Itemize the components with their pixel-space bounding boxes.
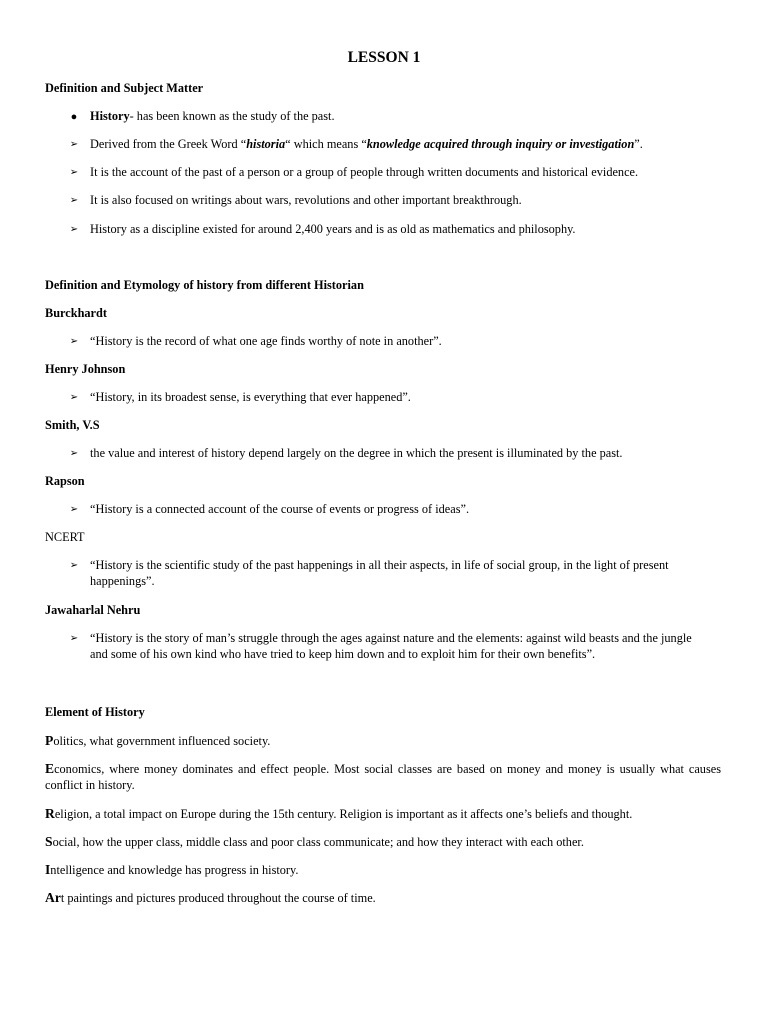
element-initial: Ar	[45, 890, 61, 905]
element-text: ocial, how the upper class, middle class and poor class communicate; and how they interact with each other.	[52, 835, 584, 849]
section-heading-definition: Definition and Subject Matter	[45, 81, 204, 95]
element-intelligence	[45, 862, 721, 878]
element-politics	[45, 733, 721, 749]
element-initial: I	[45, 862, 51, 877]
element-social	[45, 834, 721, 850]
historian-name: Burckhardt	[45, 306, 107, 320]
list-item-history	[90, 108, 335, 124]
element-text: t paintings and pictures produced throughout the course of time.	[60, 891, 376, 905]
historian-quote: “History, in its broadest sense, is everything that ever happened”.	[90, 390, 411, 404]
greek-origin-end: ”.	[634, 137, 643, 151]
arrow-bullet-icon: ➢	[69, 392, 79, 403]
arrow-bullet-icon: ➢	[69, 167, 79, 178]
element-economics	[45, 761, 721, 793]
historian-name: Rapson	[45, 474, 85, 488]
historian-quote: “History is the scientific study of the past happenings in all their aspects, in life of social group, in the light of present happenings”.	[90, 558, 669, 588]
element-text: ntelligence and knowledge has progress in history.	[50, 863, 299, 877]
historian-name: Henry Johnson	[45, 362, 126, 376]
list-item-account: It is the account of the past of a person or a group of people through written documents and historical evidence.	[90, 165, 639, 179]
list-item-discipline: History as a discipline existed for around 2,400 years and is as old as mathematics and philosophy.	[90, 222, 576, 236]
element-text: olitics, what government influenced society.	[53, 734, 271, 748]
section-heading-etymology: Definition and Etymology of history from different Historian	[45, 278, 364, 292]
element-initial: P	[45, 733, 54, 748]
greek-word: historia	[246, 137, 286, 151]
list-item-greek-origin	[90, 136, 643, 152]
arrow-bullet-icon: ➢	[69, 139, 79, 150]
element-text: conomics, where money dominates and effect people. Most social classes are based on money and money is usually what causes conflict in history.	[45, 762, 721, 792]
element-initial: S	[45, 834, 53, 849]
element-initial: R	[45, 806, 55, 821]
element-initial: E	[45, 761, 55, 776]
lesson-title: LESSON 1	[347, 49, 421, 66]
historian-quote: “History is the record of what one age finds worthy of note in another”.	[90, 334, 442, 348]
historian-quote: “History is a connected account of the course of events or progress of ideas”.	[90, 502, 470, 516]
arrow-bullet-icon: ➢	[69, 633, 79, 644]
element-text: eligion, a total impact on Europe during the 15th century. Religion is important as it affects one’s beliefs and thought.	[54, 807, 633, 821]
list-item-wars: It is also focused on writings about wars, revolutions and other important breakthrough.	[90, 193, 522, 207]
greek-origin-prefix: Derived from the Greek Word “	[90, 137, 247, 151]
history-term: History	[90, 109, 130, 123]
arrow-bullet-icon: ➢	[69, 504, 79, 515]
history-definition: - has been known as the study of the past.	[129, 109, 335, 123]
historian-quote: “History is the story of man’s struggle through the ages against nature and the elements: against wild beasts and the jungle and some of his own kind who have tried to keep him down and to exploit him for their own benefits”.	[90, 631, 692, 661]
historian-name: Smith, V.S	[45, 418, 100, 432]
element-art	[45, 890, 721, 906]
element-religion	[45, 806, 721, 822]
bullet-dot-icon: ●	[70, 111, 78, 123]
arrow-bullet-icon: ➢	[69, 448, 79, 459]
greek-word-meaning: knowledge acquired through inquiry or investigation	[366, 137, 635, 151]
arrow-bullet-icon: ➢	[69, 336, 79, 347]
arrow-bullet-icon: ➢	[69, 560, 79, 571]
arrow-bullet-icon: ➢	[69, 224, 79, 235]
greek-origin-middle: “ which means “	[285, 137, 367, 151]
historian-name: Jawaharlal Nehru	[45, 603, 141, 617]
section-heading-elements: Element of History	[45, 705, 145, 719]
arrow-bullet-icon: ➢	[69, 195, 79, 206]
historian-quote: the value and interest of history depend largely on the degree in which the present is illuminated by the past.	[90, 446, 623, 460]
historian-name: NCERT	[45, 530, 85, 544]
